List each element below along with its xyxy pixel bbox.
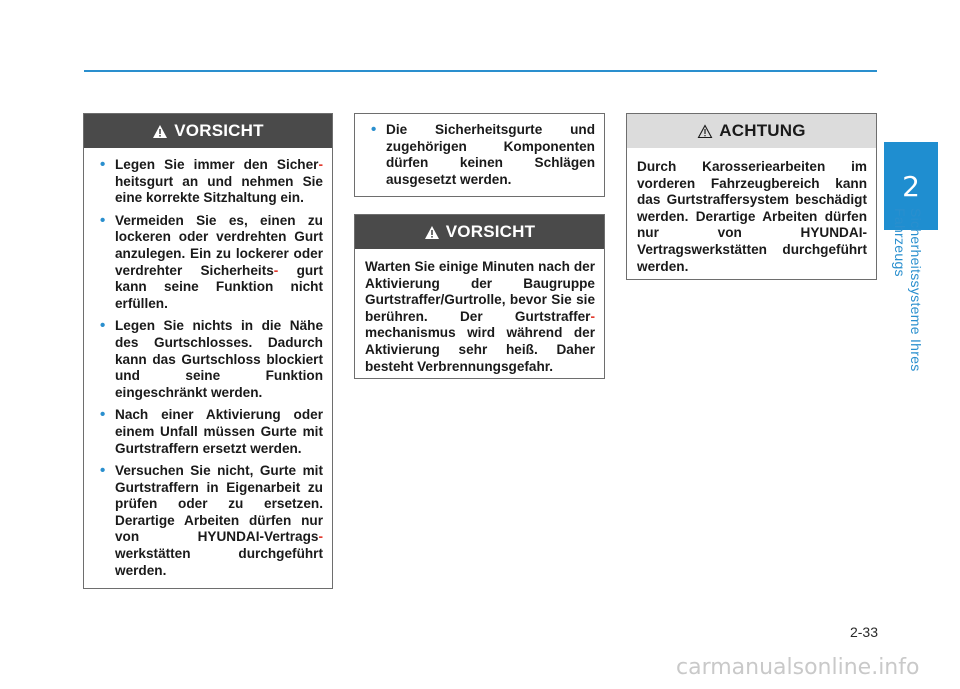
warning-triangle-outline-icon <box>697 124 713 139</box>
caution-title: VORSICHT <box>174 121 264 140</box>
list-item: • Nach einer Aktivierung oder einem Unfall müssen Gurte mit Gurtstraffern ersetzt werden. <box>100 407 323 457</box>
caution-header <box>355 215 604 249</box>
list-item: • Vermeiden Sie es, einen zu lockeren oder verdrehten Gurt anzulegen. Ein zu lockerer oder verdrehter Sicherheits- gurt kann seine Funktion nicht erfüllen. <box>100 213 323 313</box>
page-number: 2-33 <box>849 624 878 640</box>
caution-box-middle <box>354 214 605 379</box>
caution-text: Warten Sie einige Minuten nach der Aktivierung der Baugruppe Gurtstraffer/Gurtrolle, bevor Sie sie berühren. Der Gurtstraffer- mechanismus wird während der Aktivierung sehr heiß. Daher besteht Verbrennungsgefahr. <box>365 259 595 374</box>
notice-title: ACHTUNG <box>719 121 806 140</box>
continuation-body <box>355 114 604 198</box>
top-rule <box>84 70 877 72</box>
caution-body <box>84 148 332 589</box>
list-item: • Versuchen Sie nicht, Gurte mit Gurtstraffern in Eigenarbeit zu prüfen oder zu ersetzen. Derartige Arbeiten dürfen nur von HYUNDAI-Vertrags- werkstätten durchgeführt werden. <box>100 463 323 579</box>
caution-list <box>100 157 323 579</box>
chapter-number: 2 <box>902 169 920 203</box>
warning-triangle-icon <box>152 124 168 139</box>
notice-box-right <box>626 113 877 280</box>
notice-text: Durch Karosseriearbeiten im vorderen Fahrzeugbereich kann das Gurtstraffersystem beschädigt werden. Derartige Arbeiten dürfen nur von HYUNDAI-Vertragswerkstätten durchgeführt werden. <box>637 159 867 274</box>
continuation-list <box>371 122 595 188</box>
watermark: carmanualsonline.info <box>676 655 920 680</box>
chapter-title: Sicherheitssysteme Ihres Fahrzeugs <box>892 208 924 372</box>
caution-title: VORSICHT <box>445 222 536 241</box>
caution-header <box>84 114 332 148</box>
list-item: • Die Sicherheitsgurte und zugehörigen Komponenten dürfen keinen Schlägen ausgesetzt werden. <box>371 122 595 188</box>
list-item: • Legen Sie nichts in die Nähe des Gurtschlosses. Dadurch kann das Gurtschloss blockiert und seine Funktion eingeschränkt werden. <box>100 318 323 401</box>
warning-triangle-icon <box>424 225 440 240</box>
caution-continuation-box <box>354 113 605 197</box>
caution-box-left <box>83 113 333 589</box>
list-item: • Legen Sie immer den Sicher- heitsgurt an und nehmen Sie eine korrekte Sitzhaltung ein. <box>100 157 323 207</box>
notice-header <box>627 114 876 148</box>
